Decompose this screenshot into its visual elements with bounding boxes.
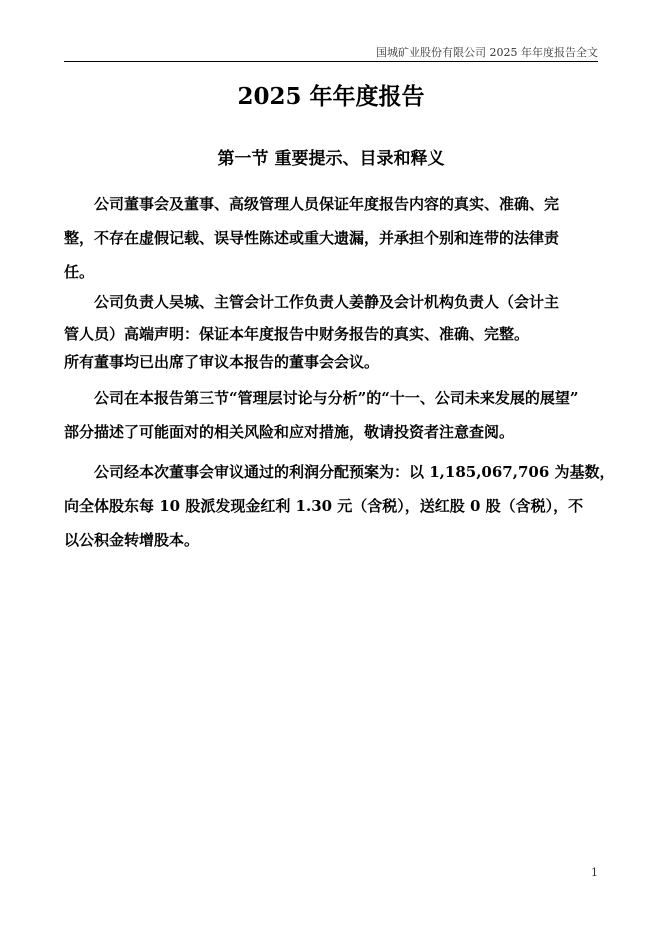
paragraph-board-guarantee — [64, 190, 596, 286]
paragraph-line: 部分描述了可能面对的相关风险和应对措施，敬请投资者注意查阅。 — [64, 423, 515, 441]
paragraph-risk-notice — [64, 384, 596, 446]
report-title: 2025 年年度报告 — [237, 83, 425, 110]
paragraph-responsible-persons — [64, 288, 596, 348]
paragraph-line: 向全体股东每 10 股派发现金红利 1.30 元（含税），送红股 0 股（含税），不 — [64, 497, 584, 515]
paragraph-line: 任。 — [64, 263, 95, 281]
paragraph-line: 公司在本报告第三节“管理层讨论与分析”的“十一、公司未来发展的展望” — [94, 389, 579, 407]
paragraph-line: 以公积金转增股本。 — [64, 531, 200, 549]
page-header: 国城矿业股份有限公司 2025 年年度报告全文 — [376, 46, 598, 59]
paragraph-line: 整，不存在虚假记载、误导性陈述或重大遗漏，并承担个别和连带的法律责 — [64, 229, 560, 247]
paragraph-line: 公司负责人吴城、主管会计工作负责人姜静及会计机构负责人（会计主 — [94, 293, 560, 311]
paragraph-line: 公司经本次董事会审议通过的利润分配预案为：以 1,185,067,706 为基数， — [94, 463, 615, 481]
paragraph-directors-attendance — [64, 348, 596, 376]
section-title: 第一节 重要提示、目录和释义 — [217, 149, 445, 169]
paragraph-line: 管人员）高端声明：保证本年度报告中财务报告的真实、准确、完整。 — [64, 325, 530, 343]
paragraph-line: 所有董事均已出席了审议本报告的董事会会议。 — [64, 353, 380, 371]
paragraph-line: 公司董事会及董事、高级管理人员保证年度报告内容的真实、准确、完 — [94, 195, 560, 213]
page-number: 1 — [591, 866, 598, 879]
paragraph-profit-distribution — [64, 458, 615, 554]
header-divider — [64, 61, 598, 62]
